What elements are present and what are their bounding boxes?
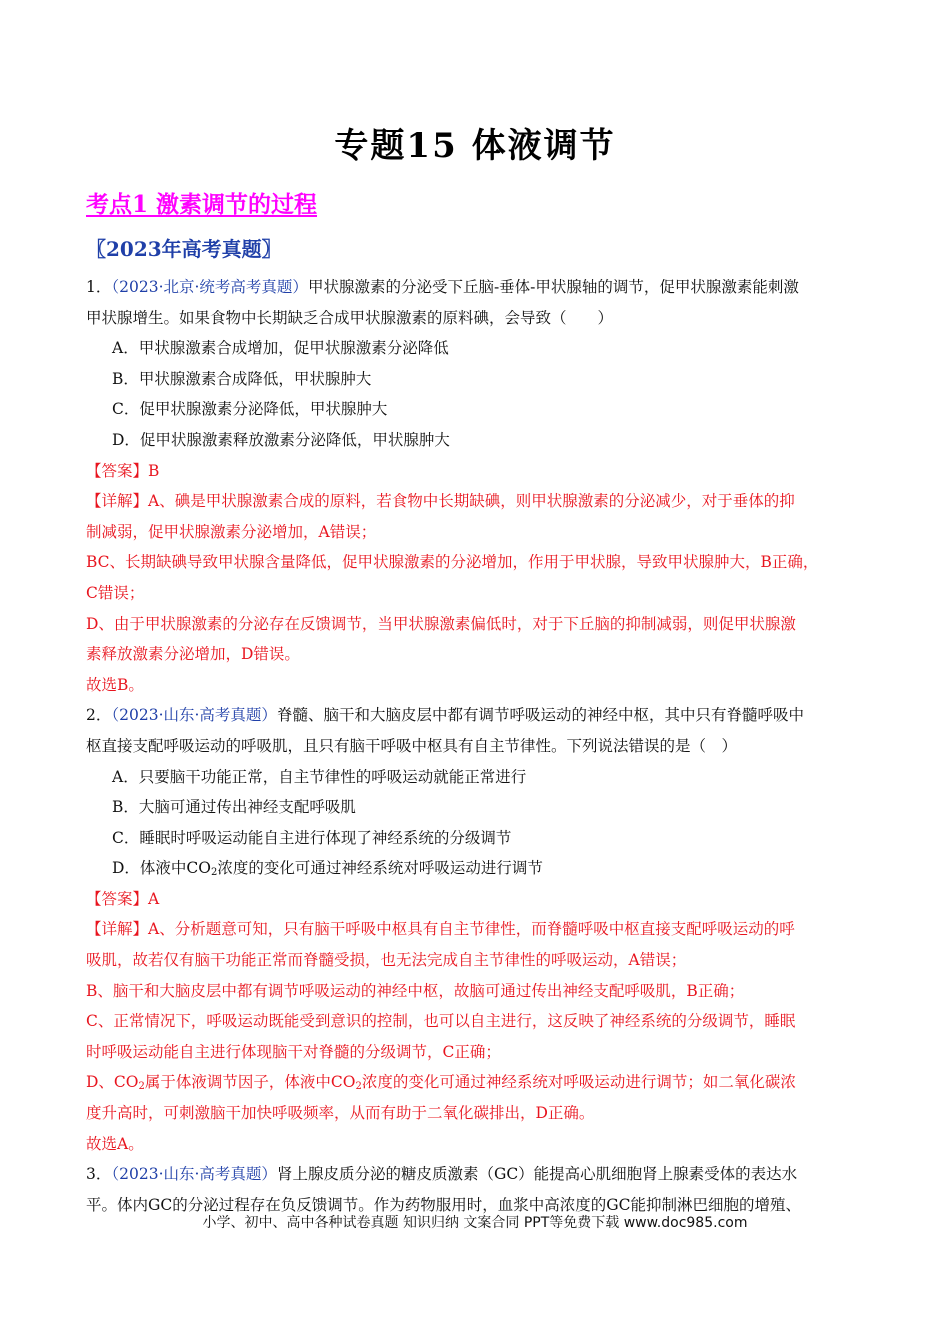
question-number: 1．: [86, 278, 112, 296]
question-source: （2023·山东·高考真题）: [111, 706, 277, 725]
q2-explanation: D、$CO_2$属于体液调节因子，体液中$CO_2$浓度的变化可通过神经系统对呼吸运动进行调节；如二氧化碳浓: [86, 1073, 796, 1093]
question-1-stem-cont: 甲状腺增生。如果食物中长期缺乏合成甲状腺激素的原料碘，会导致（ ）: [86, 308, 614, 327]
q1-option-d: D．促甲状腺激素释放激素分泌降低，甲状腺肿大: [112, 430, 450, 449]
q2-option-a: A．只要脑干功能正常，自主节律性的呼吸运动就能正常进行: [112, 767, 527, 786]
question-number: 2．: [86, 706, 112, 725]
question-content: [86, 272, 866, 1220]
question-2-stem: [86, 700, 866, 731]
q1-answer: 【答案】B: [86, 461, 160, 480]
q1-explanation: BC、长期缺碘导致甲状腺含量降低，促甲状腺激素的分泌增加，作用于甲状腺，导致甲状腺肿大，B正确，: [86, 553, 819, 572]
page-footer: 小学、初中、高中各种试卷真题 知识归纳 文案合同 PPT等免费下载 www.doc985.com: [202, 1215, 748, 1231]
q1-explanation: 素释放激素分泌增加，D错误。: [86, 645, 300, 664]
q2-explanation: 度升高时，可刺激脑干加快呼吸频率，从而有助于二氧化碳排出，D正确。: [86, 1104, 595, 1123]
question-source: （2023·山东·高考真题）: [111, 1165, 277, 1184]
q2-explanation: 时呼吸运动能自主进行体现脑干对脊髓的分级调节，C正确；: [86, 1042, 501, 1061]
q1-explanation: C错误；: [86, 583, 145, 602]
question-text: 肾上腺皮质分泌的糖皮质激素（GC）能提高心肌细胞肾上腺素受体的表达水: [276, 1165, 798, 1184]
question-3-stem-cont: 平。体内GC的分泌过程存在负反馈调节。作为药物服用时，血浆中高浓度的GC能抑制淋巴细胞的增殖、: [86, 1195, 801, 1214]
q2-conclusion: 故选A。: [86, 1134, 144, 1153]
q1-explanation: 【详解】A、碘是甲状腺激素合成的原料，若食物中长期缺碘，则甲状腺激素的分泌减少，对于垂体的抑: [86, 492, 795, 511]
question-3-stem: [86, 1159, 866, 1190]
q1-explanation: 制减弱，促甲状腺激素分泌增加，A错误；: [86, 522, 377, 541]
subsection-heading: 〖2023年高考真题〗: [86, 237, 282, 261]
question-text: 脊髓、脑干和大脑皮层中都有调节呼吸运动的神经中枢，其中只有脊髓呼吸中: [276, 706, 804, 725]
q2-explanation: C、正常情况下，呼吸运动既能受到意识的控制，也可以自主进行，这反映了神经系统的分级调节，睡眠: [86, 1012, 796, 1031]
q1-option-a: A．甲状腺激素合成增加，促甲状腺激素分泌降低: [112, 339, 449, 358]
question-1-stem: [86, 272, 866, 303]
q2-option-b: B．大脑可通过传出神经支配呼吸肌: [112, 798, 356, 817]
question-text: 甲状腺激素的分泌受下丘脑-垂体-甲状腺轴的调节，促甲状腺激素能刺激: [307, 278, 799, 296]
section-heading: 考点1 激素调节的过程: [86, 191, 318, 218]
q2-answer: 【答案】A: [86, 889, 160, 908]
q2-explanation: 吸肌，故若仅有脑干功能正常而脊髓受损，也无法完成自主节律性的呼吸运动，A错误；: [86, 951, 687, 970]
q1-option-b: B．甲状腺激素合成降低，甲状腺肿大: [112, 369, 372, 388]
question-number: 3．: [86, 1165, 112, 1184]
q2-explanation: 【详解】A、分析题意可知，只有脑干呼吸中枢具有自主节律性，而脊髓呼吸中枢直接支配呼吸运动的呼: [86, 920, 795, 939]
page-title: 专题15 体液调节: [334, 126, 616, 166]
q2-option-c: C．睡眠时呼吸运动能自主进行体现了神经系统的分级调节: [112, 828, 512, 847]
q2-option-d: D．体液中$CO_2$浓度的变化可通过神经系统对呼吸运动进行调节: [112, 859, 543, 879]
question-2-stem-cont: 枢直接支配呼吸运动的呼吸肌，且只有脑干呼吸中枢具有自主节律性。下列说法错误的是（ ）: [86, 736, 738, 755]
q1-conclusion: 故选B。: [86, 675, 144, 694]
question-source: （2023·北京·统考高考真题）: [111, 278, 308, 296]
q1-option-c: C．促甲状腺激素分泌降低，甲状腺肿大: [112, 400, 388, 419]
q2-explanation: B、脑干和大脑皮层中都有调节呼吸运动的神经中枢，故脑可通过传出神经支配呼吸肌，B正确；: [86, 981, 745, 1000]
q1-explanation: D、由于甲状腺激素的分泌存在反馈调节，当甲状腺激素偏低时，对于下丘脑的抑制减弱，则促甲状腺激: [86, 614, 796, 633]
